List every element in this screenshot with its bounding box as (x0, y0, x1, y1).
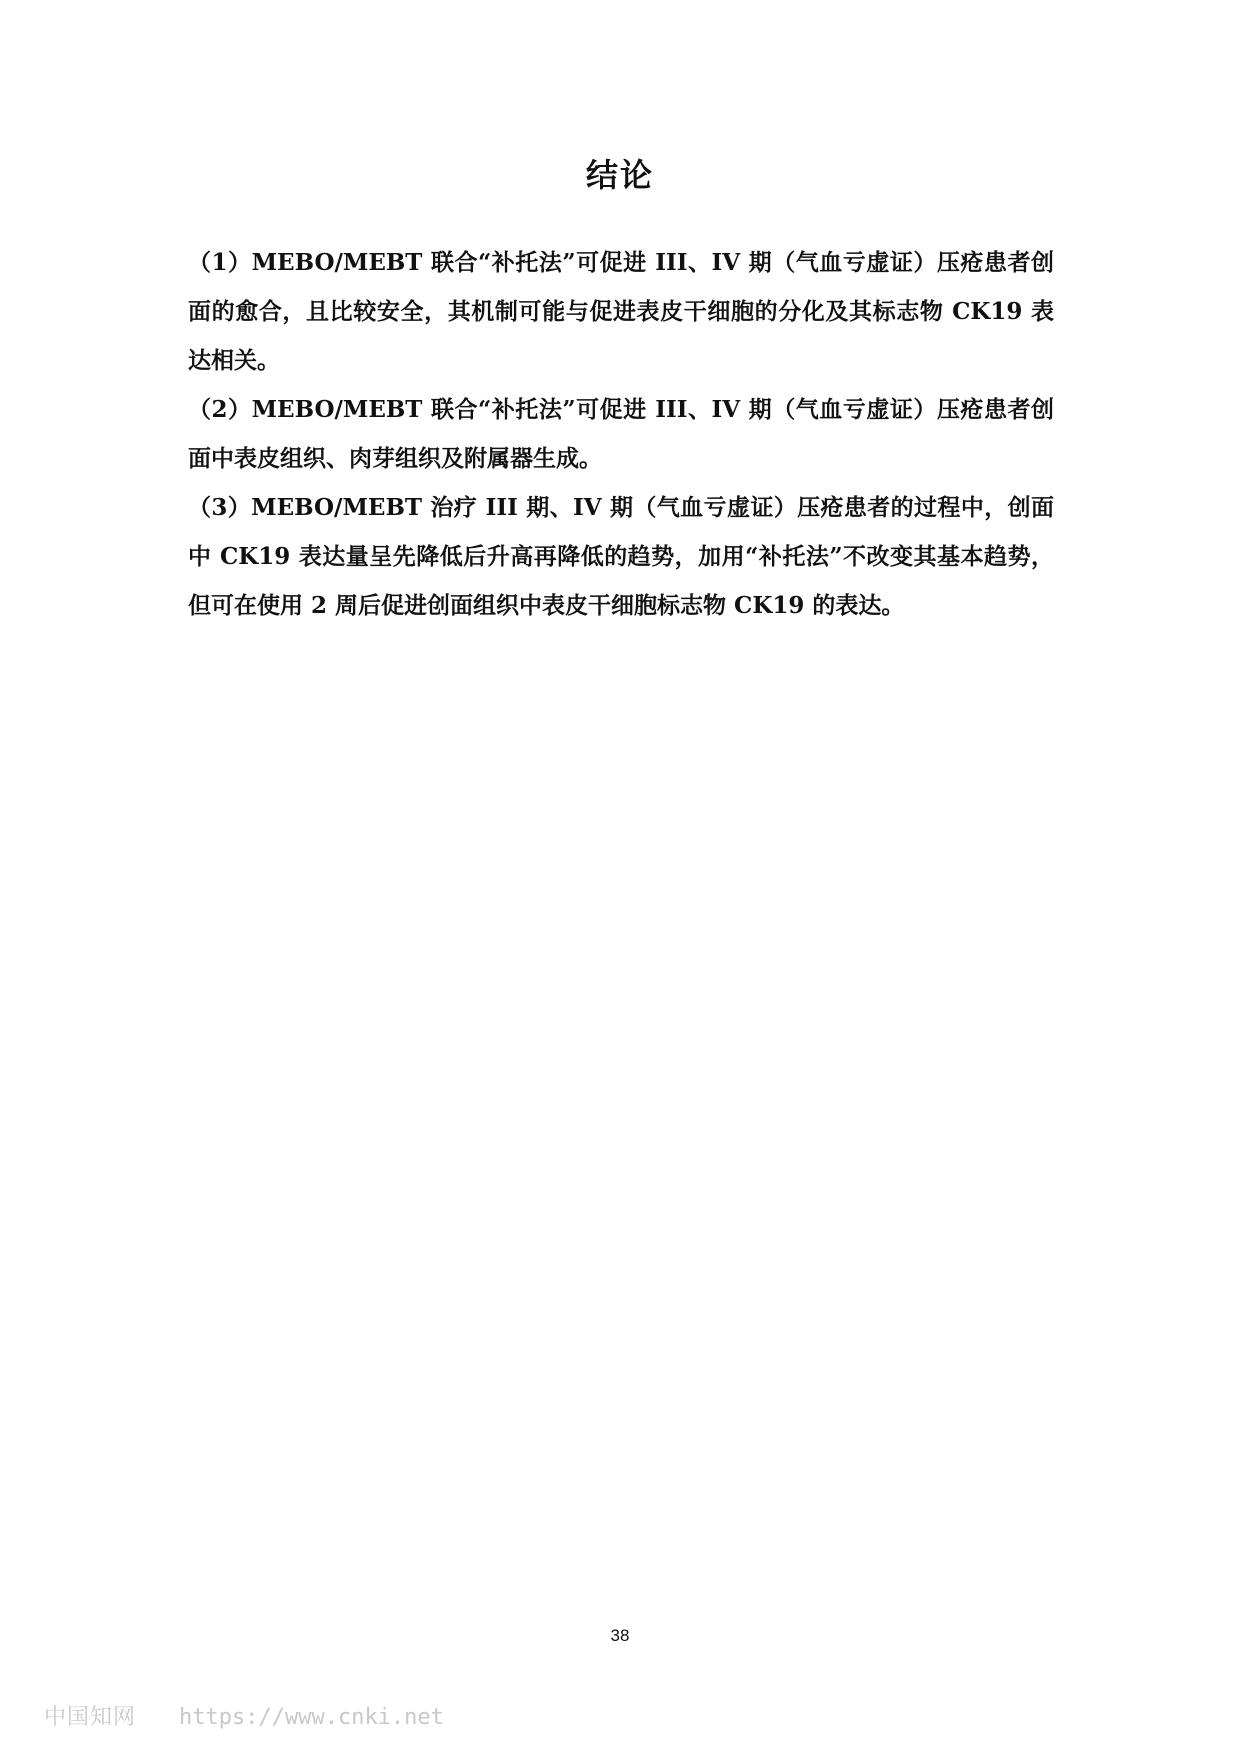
conclusion-paragraph-1: （1）MEBO/MEBT 联合“补托法”可促进 III、IV 期（气血亏虚证）压疮患者创面的愈合，且比较安全，其机制可能与促进表皮干细胞的分化及其标志物 CK19 表达相关。 (188, 249, 1054, 374)
watermark-url: https://www.cnki.net (179, 1705, 444, 1730)
page-title: 结论 (585, 156, 654, 194)
conclusion-paragraph-3: （3）MEBO/MEBT 治疗 III 期、IV 期（气血亏虚证）压疮患者的过程中，创面中 CK19 表达量呈先降低后升高再降低的趋势，加用“补托法”不改变其基本趋势，但可在使用 2 周后促进创面组织中表皮干细胞标志物 CK19 的表达。 (188, 494, 1054, 619)
conclusion-body (188, 238, 1054, 630)
conclusion-paragraph-2: （2）MEBO/MEBT 联合“补托法”可促进 III、IV 期（气血亏虚证）压疮患者创面中表皮组织、肉芽组织及附属器生成。 (188, 396, 1054, 472)
page-number: 38 (610, 1626, 630, 1645)
watermark-brand: 中国知网 (44, 1705, 137, 1730)
watermark (44, 1700, 444, 1731)
